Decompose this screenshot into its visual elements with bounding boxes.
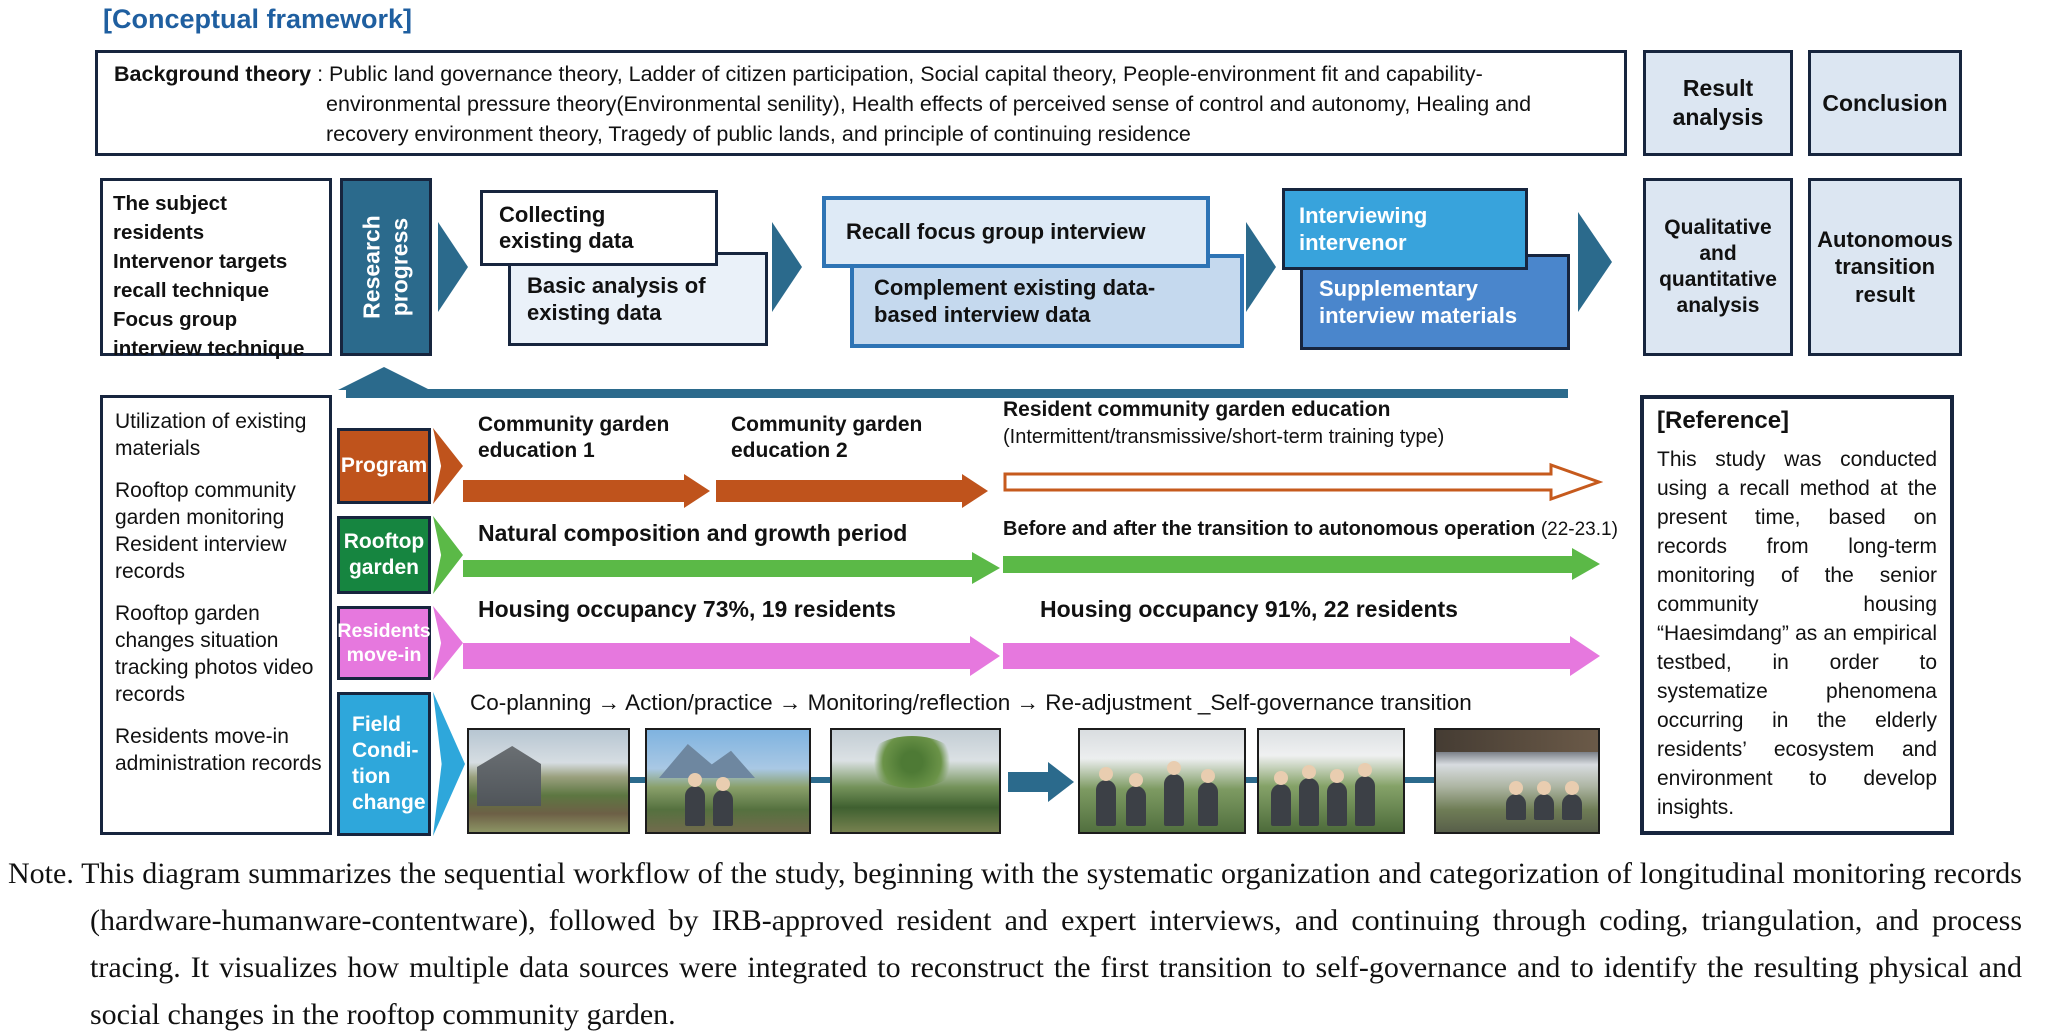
program-phase1-label: Community garden education 1: [478, 413, 670, 462]
reference-body: This study was conducted using a recall method at the present time, based on records from long-term monitoring of the senior community housing “Haesimdang” as an empirical testbed, in order to systematize phenomena occurring in the elderly residents’ ecosystem and environment to develop insights.: [1657, 448, 1937, 819]
basic-analysis-label: Basic analysis of existing data: [527, 272, 706, 325]
person-silhouette: [1271, 784, 1291, 826]
movein-phase1-label: Housing occupancy 73%, 19 residents: [478, 596, 896, 622]
note-label: Note.: [8, 857, 74, 890]
person-silhouette: [1164, 774, 1184, 826]
program-arrow: [716, 474, 988, 508]
complement-data-box: [850, 254, 1244, 348]
supplementary-materials-label: Supplementary interview materials: [1319, 275, 1518, 328]
reference-header: [Reference]: [1657, 407, 1790, 434]
progress-baseline: [346, 389, 1568, 398]
chevron-right-icon: [433, 606, 463, 680]
program-arrow: [463, 474, 710, 508]
chevron-right-icon: [433, 692, 465, 836]
background-theory-body: Public land governance theory, Ladder of citizen participation, Social capital theory, People-environment fit and capability-environmental pressure theory(Environmental senility), Health effects of perceived sense of control and autonomy, Healing and recovery environment theory, Tragedy of public lands, and principle of continuing residence: [326, 62, 1532, 146]
flow-arrow-icon: [1578, 212, 1612, 312]
chevron-right-icon: [433, 516, 463, 594]
rooftop-phase2-text: Before and after the transition to autonomous operation: [1003, 518, 1536, 540]
research-progress-label: Research progress: [358, 215, 414, 319]
flow-arrow-icon: [772, 222, 802, 312]
rooftop-arrow: [1003, 548, 1600, 580]
background-theory-text: [114, 59, 1610, 149]
conclusion-box: Conclusion: [1808, 50, 1962, 156]
program-phase3-subtitle: (Intermittent/transmissive/short-term training type): [1003, 426, 1445, 448]
self-governance-process-label: Co-planning → Action/practice → Monitoring/reflection → Re-adjustment _Self-governance transition: [470, 690, 1472, 715]
program-phase3-title: Resident community garden education: [1003, 398, 1391, 421]
up-arrow-icon: [338, 367, 430, 390]
chevron-right-icon: [433, 428, 463, 504]
person-silhouette: [1506, 794, 1526, 820]
person-silhouette: [1126, 786, 1146, 826]
result-analysis-box: Result analysis: [1643, 50, 1793, 156]
background-theory-box: [95, 50, 1627, 156]
research-progress-axis: [340, 178, 432, 356]
recall-interview-box: [822, 196, 1210, 268]
photo-residents-group-among-planters: [1257, 728, 1405, 834]
recall-interview-label: Recall focus group interview: [846, 219, 1146, 244]
rooftop-phase2-note: (22-23.1): [1540, 519, 1618, 540]
background-theory-label: Background theory: [114, 62, 312, 86]
program-row-label: Program: [337, 428, 431, 504]
person-silhouette: [1562, 794, 1582, 820]
photo-group-visit-garden-tour: [1078, 728, 1246, 834]
person-silhouette: [1299, 778, 1319, 826]
qualitative-analysis-box: Qualitative and quantitative analysis: [1643, 178, 1793, 356]
movein-arrow: [1003, 636, 1600, 676]
photo-residents-seated-terrace-city-view: [1434, 728, 1600, 834]
complement-data-label: Complement existing data- based interview data: [874, 274, 1156, 327]
collecting-data-label: Collecting existing data: [499, 201, 634, 253]
background-theory-separator: :: [311, 62, 330, 86]
program-phase2-label: Community garden education 2: [731, 413, 923, 462]
interviewing-intervenor-label: Interviewing intervenor: [1299, 202, 1428, 255]
existing-materials-box: [100, 395, 332, 835]
materials-item: Residents move-in administration records: [115, 725, 322, 775]
photo-rooftop-garden-tree-planters: [830, 728, 1001, 834]
rooftop-phase2-label: [1003, 518, 1618, 541]
materials-item: Utilization of existing materials: [115, 410, 307, 460]
person-silhouette: [1355, 776, 1375, 826]
photo-rooftop-garden-pavilion: [467, 728, 630, 834]
interviewing-intervenor-box: [1282, 188, 1528, 270]
transition-arrow: [1008, 762, 1074, 802]
field-condition-label-text: Field Condi- tion change: [352, 712, 426, 815]
diagram-title: [Conceptual framework]: [103, 4, 413, 34]
person-silhouette: [685, 786, 705, 826]
basic-analysis-box: [508, 252, 768, 346]
flow-arrow-icon: [438, 222, 468, 312]
person-silhouette: [1534, 794, 1554, 820]
person-silhouette: [1327, 782, 1347, 826]
movein-arrow: [463, 636, 1000, 676]
reference-box: [1640, 395, 1954, 835]
study-subject-box: The subject residents Intervenor targets recall technique Focus group interview technique: [100, 178, 332, 356]
residents-movein-row-label: Residents move-in: [337, 606, 431, 680]
rooftop-garden-row-label: Rooftop garden: [337, 516, 431, 594]
photo-connector-line: [1401, 777, 1438, 783]
movein-phase2-label: Housing occupancy 91%, 22 residents: [1040, 596, 1458, 622]
person-silhouette: [1198, 782, 1218, 826]
person-silhouette: [1096, 780, 1116, 826]
note-body: This diagram summarizes the sequential workflow of the study, beginning with the systematic organization and categorization of longitudinal monitoring records (hardware-humanware-contentware), followed by IRB-approved resident and expert interviews, and continuing through coding, triangulation, and process tracing. It visualizes how multiple data sources were integrated to reconstruct the first transition to self-governance and to identify the resulting physical and social changes in the rooftop community garden.: [81, 857, 2022, 1031]
autonomous-result-box: Autonomous transition result: [1808, 178, 1962, 356]
figure-note: [8, 850, 2022, 1032]
flow-arrow-icon: [1246, 222, 1276, 312]
photo-residents-gardening-mountain-view: [645, 728, 811, 834]
rooftop-phase1-label: Natural composition and growth period: [478, 520, 908, 546]
hollow-arrow-icon: [1003, 462, 1603, 502]
rooftop-arrow: [463, 552, 1000, 584]
collecting-data-box: [480, 190, 718, 266]
field-condition-row-label: [337, 692, 431, 836]
materials-item: Rooftop garden changes situation tracking photos video records: [115, 602, 314, 706]
person-silhouette: [713, 790, 733, 826]
materials-item: Rooftop community garden monitoring Resident interview records: [115, 479, 296, 583]
